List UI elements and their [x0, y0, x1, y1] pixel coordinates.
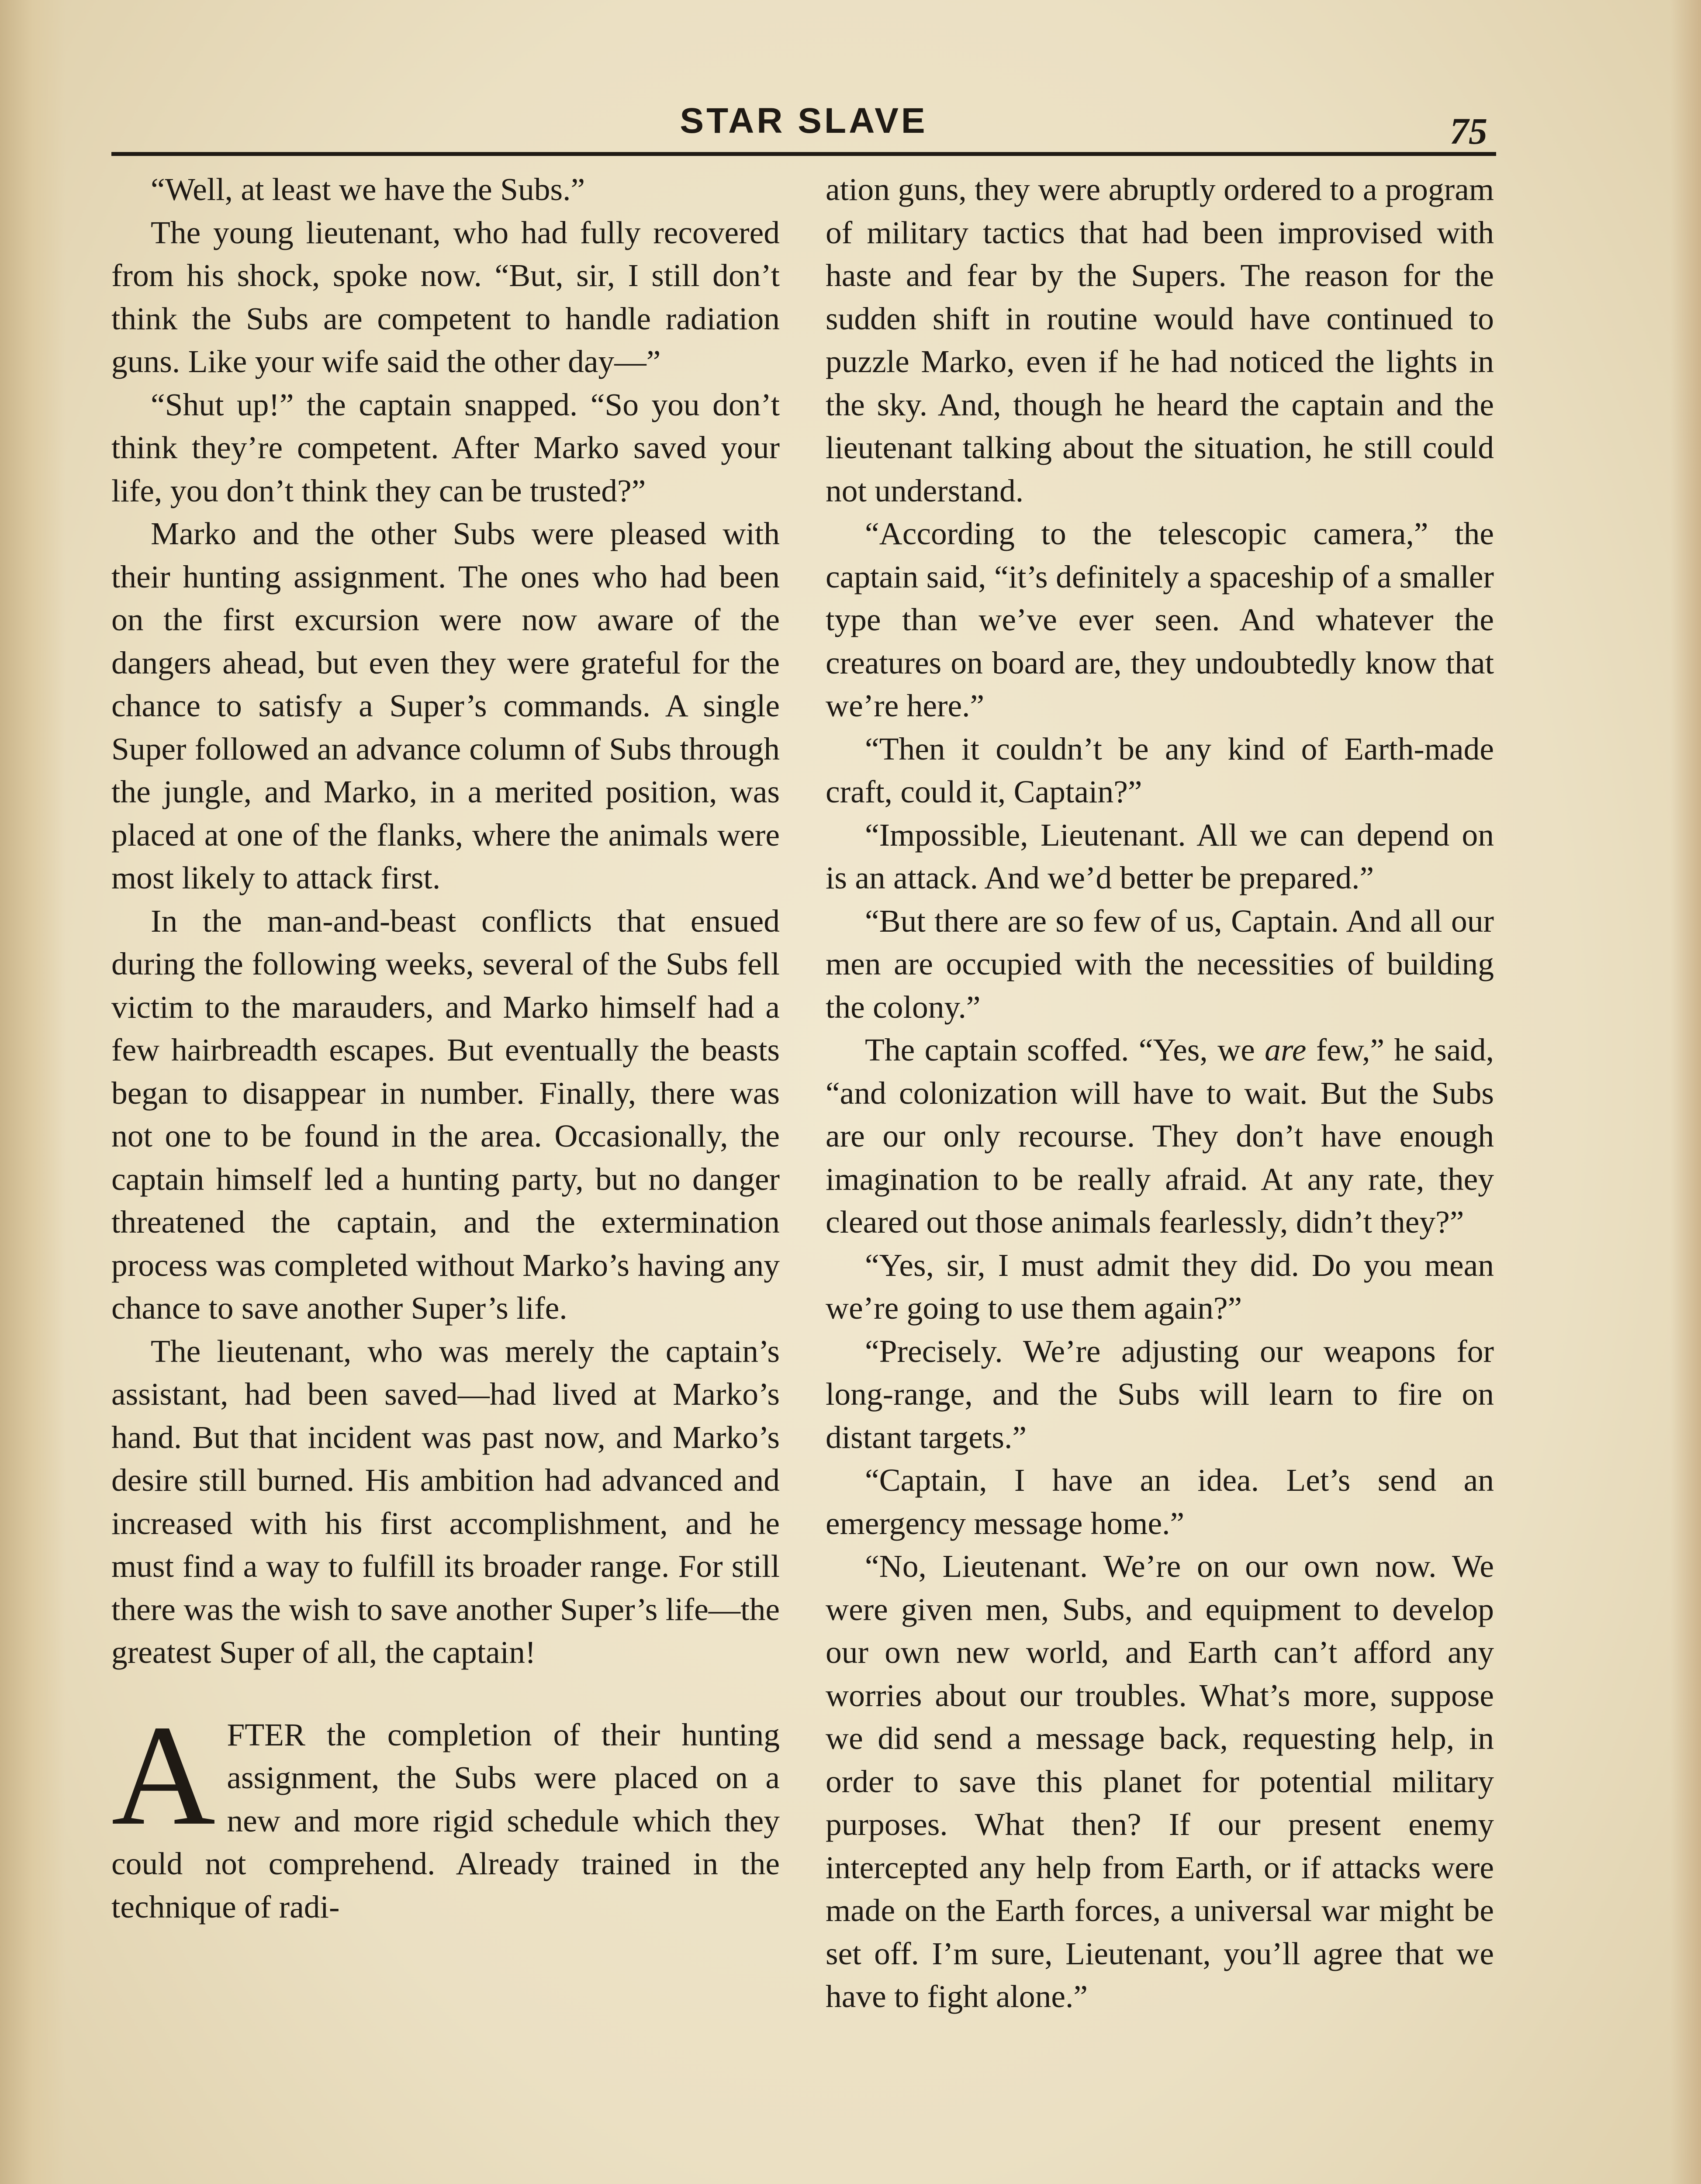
emphasis: are — [1265, 1032, 1307, 1068]
paragraph: “Captain, I have an idea. Let’s send an emergency message home.” — [826, 1462, 1494, 1541]
paragraph: The lieutenant, who was merely the captain’s assistant, had been saved—had lived at Marko’s hand. But that incident was past now, and Marko’s desire still burned. His ambition had advanced and increased with his first accomplishment, and he must find a way to fulfill its broader range. For still there was the wish to save another Super’s life—the greatest Super of all, the captain! — [111, 1333, 780, 1670]
section-paragraph — [111, 1695, 780, 1929]
paragraph: In the man-and-beast conflicts that ensued during the following weeks, several of the Subs fell victim to the marauders, and Marko himself had a few hairbreadth escapes. But eventually the beasts began to disappear in number. Finally, there was not one to be found in the area. Occasionally, the captain himself led a hunting party, but no danger threatened the captain, and the extermination process was completed without Marko’s having any chance to save another Super’s life. — [111, 903, 780, 1326]
paragraph: “Precisely. We’re adjusting our weapons for long-range, and the Subs will learn to fire on distant targets.” — [826, 1333, 1494, 1455]
right-column — [826, 168, 1494, 2018]
page-number: 75 — [1450, 110, 1487, 152]
running-title: STAR SLAVE — [680, 101, 928, 141]
paragraph: “According to the telescopic camera,” the captain said, “it’s definitely a spaceship of a smaller type than we’ve ever seen. And whatever the creatures on board are, they undoubtedly know that we’re here.” — [826, 516, 1494, 723]
text-run: few,” he said, “and colonization will have to wait. But the Subs are our only recourse. They don’t have enough imagination to be really afraid. At any rate, they cleared out those animals fearlessly, didn’t they?” — [826, 1032, 1494, 1240]
spine-shadow — [0, 0, 66, 2184]
drop-cap: A — [111, 1695, 216, 1855]
paragraph: “Then it couldn’t be any kind of Earth-made craft, could it, Captain?” — [826, 731, 1494, 809]
text-run: The captain scoffed. “Yes, we — [865, 1032, 1265, 1068]
paragraph: “Well, at least we have the Subs.” — [151, 172, 585, 207]
paragraph: “No, Lieutenant. We’re on our own now. We were given men, Subs, and equipment to develop our own new world, and Earth can’t afford any worries about our troubles. What’s more, suppose we did send a message back, requesting help, in order to save this planet for potential military purposes. What then? If our present enemy intercepted any help from Earth, or if attacks were made on the Earth forces, a universal war might be set off. I’m sure, Lieutenant, you’ll agree that we have to fight alone.” — [826, 1548, 1494, 2014]
page-edge — [1670, 0, 1701, 2184]
section-text: FTER the completion of their hunting assignment, the Subs were placed on a new and more rigid schedule which they could not comprehend. Already trained in the technique of radi- — [111, 1717, 780, 1925]
page-header — [111, 96, 1496, 152]
paragraph: “But there are so few of us, Captain. And all our men are occupied with the necessities of building the colony.” — [826, 903, 1494, 1025]
paragraph: “Shut up!” the captain snapped. “So you don’t think they’re competent. After Marko saved your life, you don’t think they can be trusted?” — [111, 387, 780, 508]
paragraph — [826, 1029, 1494, 1244]
paragraph: ation guns, they were abruptly ordered to a program of military tactics that had been improvised with haste and fear by the Supers. The reason for the sudden shift in routine would have continued to puzzle Marko, even if he had noticed the lights in the sky. And, though he heard the captain and the lieutenant talking about the situation, he still could not understand. — [826, 172, 1494, 508]
paragraph: Marko and the other Subs were pleased with their hunting assignment. The ones who had been on the first excursion were now aware of the dangers ahead, but even they were grateful for the chance to satisfy a Super’s commands. A single Super followed an advance column of Subs through the jungle, and Marko, in a merited position, was placed at one of the flanks, where the animals were most likely to attack first. — [111, 516, 780, 895]
header-rule — [111, 152, 1496, 156]
section-opening — [111, 1695, 780, 1929]
paragraph: “Impossible, Lieutenant. All we can depend on is an attack. And we’d better be prepared.” — [826, 817, 1494, 895]
paragraph: “Yes, sir, I must admit they did. Do you mean we’re going to use them again?” — [826, 1247, 1494, 1326]
left-column — [111, 168, 780, 1928]
paragraph: The young lieutenant, who had fully recovered from his shock, spoke now. “But, sir, I still don’t think the Subs are competent to handle radiation guns. Like your wife said the other day—” — [111, 214, 780, 379]
